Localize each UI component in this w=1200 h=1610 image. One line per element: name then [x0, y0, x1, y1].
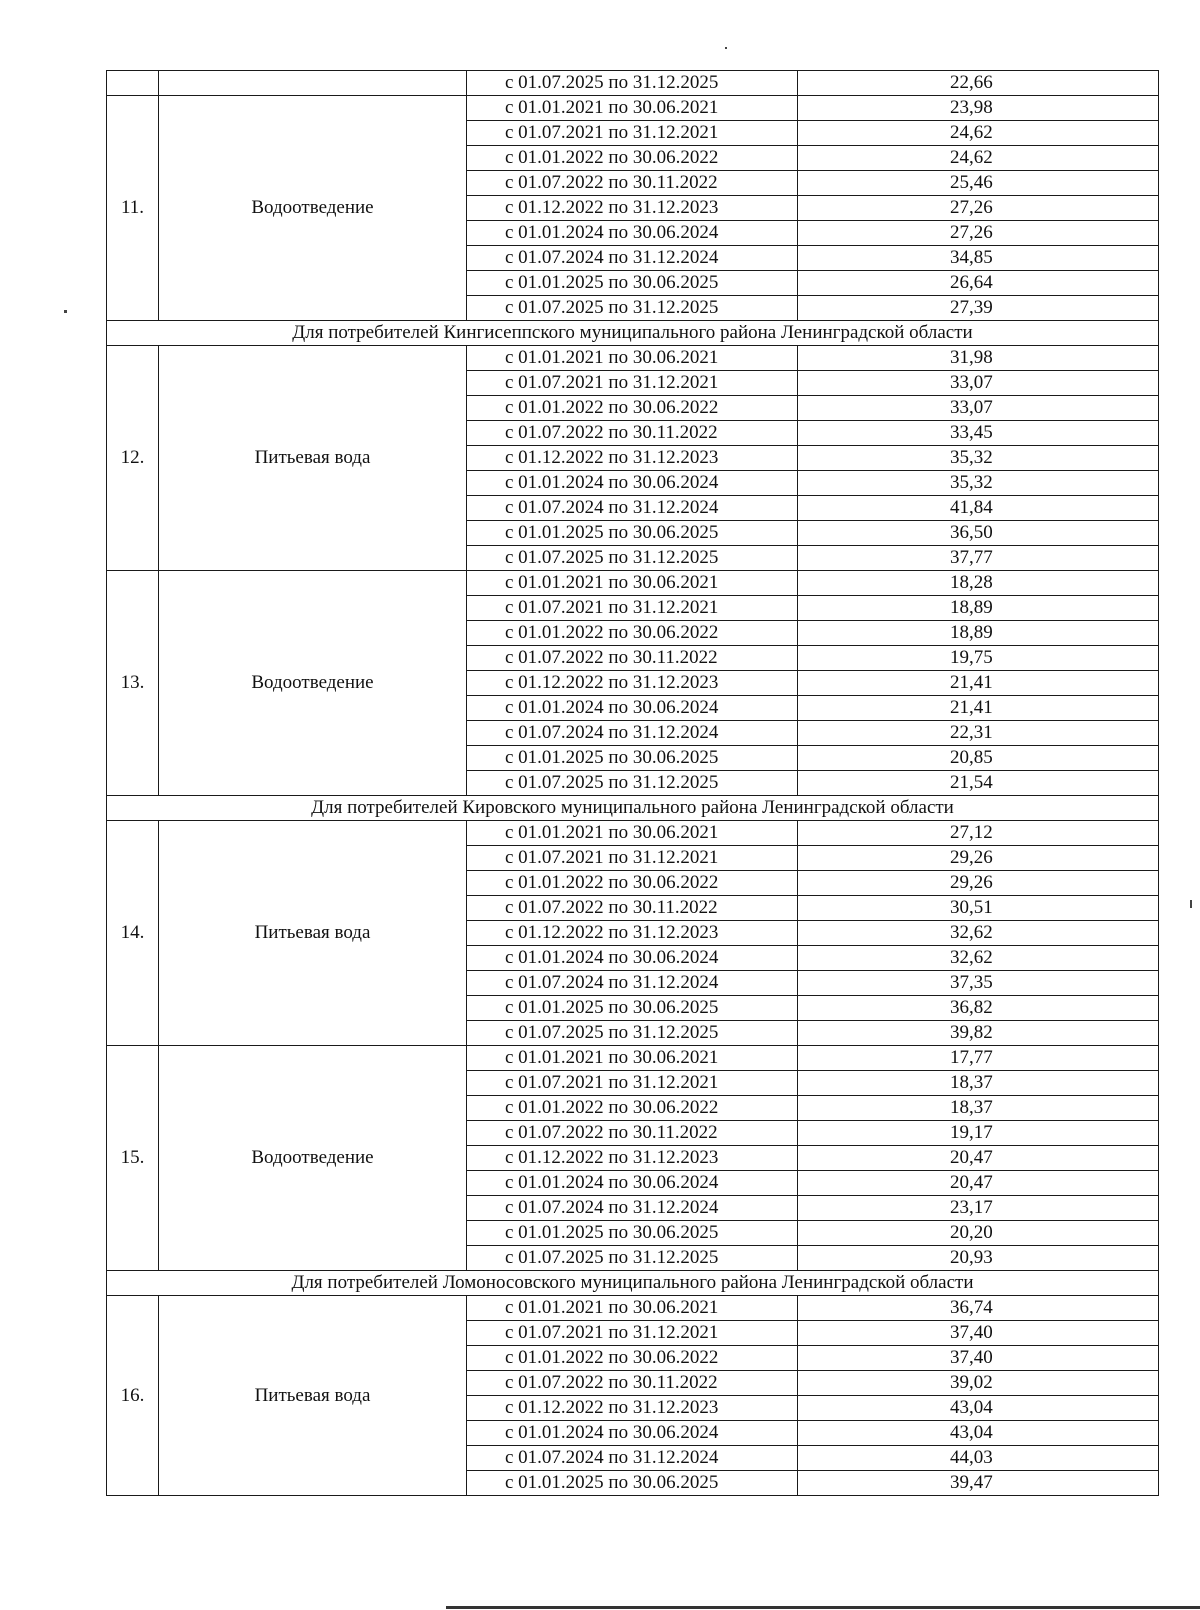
period-cell: с 01.01.2024 по 30.06.2024: [467, 221, 798, 246]
table-row: [107, 571, 1159, 596]
period-cell: с 01.07.2021 по 31.12.2021: [467, 1071, 798, 1096]
row-number: 12.: [107, 346, 159, 571]
tariff-value: 37,35: [798, 971, 1159, 996]
tariff-value: 23,98: [798, 96, 1159, 121]
tariff-value: 41,84: [798, 496, 1159, 521]
row-number: 16.: [107, 1296, 159, 1496]
tariff-value: 19,75: [798, 646, 1159, 671]
tariff-value: 20,47: [798, 1146, 1159, 1171]
service-name: Водоотведение: [159, 571, 467, 796]
tariff-value: 20,93: [798, 1246, 1159, 1271]
tariff-value: 18,89: [798, 621, 1159, 646]
section-row: [107, 1271, 1159, 1296]
table-row: [107, 1296, 1159, 1321]
tariff-value: 22,66: [798, 71, 1159, 96]
period-cell: с 01.07.2021 по 31.12.2021: [467, 1321, 798, 1346]
period-cell: с 01.01.2022 по 30.06.2022: [467, 621, 798, 646]
tariff-value: 44,03: [798, 1446, 1159, 1471]
tariff-value: 30,51: [798, 896, 1159, 921]
tariff-value: 27,39: [798, 296, 1159, 321]
tariff-value: 21,41: [798, 671, 1159, 696]
period-cell: с 01.01.2025 по 30.06.2025: [467, 1221, 798, 1246]
tariff-value: 21,54: [798, 771, 1159, 796]
table-row: [107, 96, 1159, 121]
section-row: [107, 321, 1159, 346]
period-cell: с 01.07.2021 по 31.12.2021: [467, 371, 798, 396]
period-cell: с 01.01.2025 по 30.06.2025: [467, 1471, 798, 1496]
table-row: [107, 346, 1159, 371]
tariff-value: 17,77: [798, 1046, 1159, 1071]
row-number: 11.: [107, 96, 159, 321]
period-cell: с 01.01.2024 по 30.06.2024: [467, 696, 798, 721]
tariff-value: 33,07: [798, 396, 1159, 421]
tariff-table: [106, 70, 1159, 1496]
scan-dot: [1190, 900, 1192, 908]
period-cell: с 01.07.2022 по 30.11.2022: [467, 1371, 798, 1396]
tariff-value: 33,07: [798, 371, 1159, 396]
tariff-value: 25,46: [798, 171, 1159, 196]
period-cell: с 01.01.2022 по 30.06.2022: [467, 396, 798, 421]
tariff-value: 37,40: [798, 1346, 1159, 1371]
tariff-value: 18,37: [798, 1096, 1159, 1121]
tariff-value: 31,98: [798, 346, 1159, 371]
tariff-value: 20,47: [798, 1171, 1159, 1196]
period-cell: с 01.07.2024 по 31.12.2024: [467, 496, 798, 521]
section-row: [107, 796, 1159, 821]
service-name: Питьевая вода: [159, 346, 467, 571]
period-cell: с 01.01.2021 по 30.06.2021: [467, 571, 798, 596]
tariff-value: 34,85: [798, 246, 1159, 271]
period-cell: с 01.01.2021 по 30.06.2021: [467, 1046, 798, 1071]
period-cell: с 01.01.2022 по 30.06.2022: [467, 146, 798, 171]
scan-edge-line: [446, 1606, 1200, 1609]
period-cell: с 01.01.2024 по 30.06.2024: [467, 1421, 798, 1446]
tariff-value: 37,77: [798, 546, 1159, 571]
row-number: 14.: [107, 821, 159, 1046]
tariff-value: 20,20: [798, 1221, 1159, 1246]
service-name-empty: [159, 71, 467, 96]
tariff-value: 32,62: [798, 921, 1159, 946]
tariff-value: 39,82: [798, 1021, 1159, 1046]
period-cell: с 01.12.2022 по 31.12.2023: [467, 446, 798, 471]
period-cell: с 01.07.2024 по 31.12.2024: [467, 1446, 798, 1471]
tariff-value: 27,26: [798, 221, 1159, 246]
period-cell: с 01.07.2025 по 31.12.2025: [467, 296, 798, 321]
period-cell: с 01.07.2024 по 31.12.2024: [467, 246, 798, 271]
period-cell: с 01.01.2021 по 30.06.2021: [467, 96, 798, 121]
tariff-value: 20,85: [798, 746, 1159, 771]
section-header: Для потребителей Кировского муниципального района Ленинградской области: [107, 796, 1159, 821]
period-cell: с 01.12.2022 по 31.12.2023: [467, 196, 798, 221]
tariff-value: 26,64: [798, 271, 1159, 296]
tariff-value: 18,89: [798, 596, 1159, 621]
tariff-value: 29,26: [798, 846, 1159, 871]
period-cell: с 01.07.2021 по 31.12.2021: [467, 846, 798, 871]
tariff-value: 29,26: [798, 871, 1159, 896]
period-cell: с 01.07.2024 по 31.12.2024: [467, 721, 798, 746]
tariff-table-body: [107, 71, 1159, 1496]
period-cell: с 01.07.2025 по 31.12.2025: [467, 71, 798, 96]
tariff-value: 43,04: [798, 1421, 1159, 1446]
tariff-value: 35,32: [798, 471, 1159, 496]
period-cell: с 01.07.2022 по 30.11.2022: [467, 646, 798, 671]
period-cell: с 01.07.2022 по 30.11.2022: [467, 421, 798, 446]
period-cell: с 01.12.2022 по 31.12.2023: [467, 1396, 798, 1421]
tariff-value: 32,62: [798, 946, 1159, 971]
scan-dot: [64, 310, 67, 313]
tariff-value: 18,28: [798, 571, 1159, 596]
service-name: Водоотведение: [159, 96, 467, 321]
tariff-value: 18,37: [798, 1071, 1159, 1096]
period-cell: с 01.01.2021 по 30.06.2021: [467, 821, 798, 846]
period-cell: с 01.01.2021 по 30.06.2021: [467, 1296, 798, 1321]
period-cell: с 01.01.2022 по 30.06.2022: [467, 871, 798, 896]
table-row: [107, 821, 1159, 846]
period-cell: с 01.01.2024 по 30.06.2024: [467, 471, 798, 496]
period-cell: с 01.07.2022 по 30.11.2022: [467, 896, 798, 921]
tariff-value: 19,17: [798, 1121, 1159, 1146]
tariff-value: 39,02: [798, 1371, 1159, 1396]
period-cell: с 01.07.2022 по 30.11.2022: [467, 171, 798, 196]
tariff-value: 21,41: [798, 696, 1159, 721]
tariff-value: 23,17: [798, 1196, 1159, 1221]
tariff-value: 36,50: [798, 521, 1159, 546]
period-cell: с 01.01.2024 по 30.06.2024: [467, 1171, 798, 1196]
period-cell: с 01.07.2025 по 31.12.2025: [467, 1021, 798, 1046]
period-cell: с 01.12.2022 по 31.12.2023: [467, 671, 798, 696]
period-cell: с 01.07.2025 по 31.12.2025: [467, 771, 798, 796]
period-cell: с 01.07.2021 по 31.12.2021: [467, 121, 798, 146]
table-row: [107, 1046, 1159, 1071]
row-number: 13.: [107, 571, 159, 796]
period-cell: с 01.07.2025 по 31.12.2025: [467, 1246, 798, 1271]
tariff-value: 33,45: [798, 421, 1159, 446]
period-cell: с 01.07.2024 по 31.12.2024: [467, 1196, 798, 1221]
period-cell: с 01.01.2025 по 30.06.2025: [467, 746, 798, 771]
period-cell: с 01.01.2022 по 30.06.2022: [467, 1346, 798, 1371]
service-name: Питьевая вода: [159, 1296, 467, 1496]
section-header: Для потребителей Кингисеппского муниципального района Ленинградской области: [107, 321, 1159, 346]
tariff-value: 37,40: [798, 1321, 1159, 1346]
period-cell: с 01.01.2025 по 30.06.2025: [467, 521, 798, 546]
period-cell: с 01.07.2025 по 31.12.2025: [467, 546, 798, 571]
scan-dot: [725, 47, 727, 49]
period-cell: с 01.01.2022 по 30.06.2022: [467, 1096, 798, 1121]
service-name: Питьевая вода: [159, 821, 467, 1046]
tariff-value: 24,62: [798, 146, 1159, 171]
tariff-value: 27,12: [798, 821, 1159, 846]
tariff-value: 27,26: [798, 196, 1159, 221]
period-cell: с 01.07.2021 по 31.12.2021: [467, 596, 798, 621]
tariff-value: 24,62: [798, 121, 1159, 146]
period-cell: с 01.01.2021 по 30.06.2021: [467, 346, 798, 371]
period-cell: с 01.01.2025 по 30.06.2025: [467, 996, 798, 1021]
period-cell: с 01.12.2022 по 31.12.2023: [467, 1146, 798, 1171]
period-cell: с 01.12.2022 по 31.12.2023: [467, 921, 798, 946]
tariff-value: 39,47: [798, 1471, 1159, 1496]
service-name: Водоотведение: [159, 1046, 467, 1271]
tariff-value: 43,04: [798, 1396, 1159, 1421]
row-number-empty: [107, 71, 159, 96]
period-cell: с 01.01.2024 по 30.06.2024: [467, 946, 798, 971]
period-cell: с 01.07.2022 по 30.11.2022: [467, 1121, 798, 1146]
period-cell: с 01.07.2024 по 31.12.2024: [467, 971, 798, 996]
tariff-value: 22,31: [798, 721, 1159, 746]
tariff-value: 36,82: [798, 996, 1159, 1021]
tariff-value: 35,32: [798, 446, 1159, 471]
period-cell: с 01.01.2025 по 30.06.2025: [467, 271, 798, 296]
tariff-value: 36,74: [798, 1296, 1159, 1321]
section-header: Для потребителей Ломоносовского муниципального района Ленинградской области: [107, 1271, 1159, 1296]
row-number: 15.: [107, 1046, 159, 1271]
table-row: [107, 71, 1159, 96]
